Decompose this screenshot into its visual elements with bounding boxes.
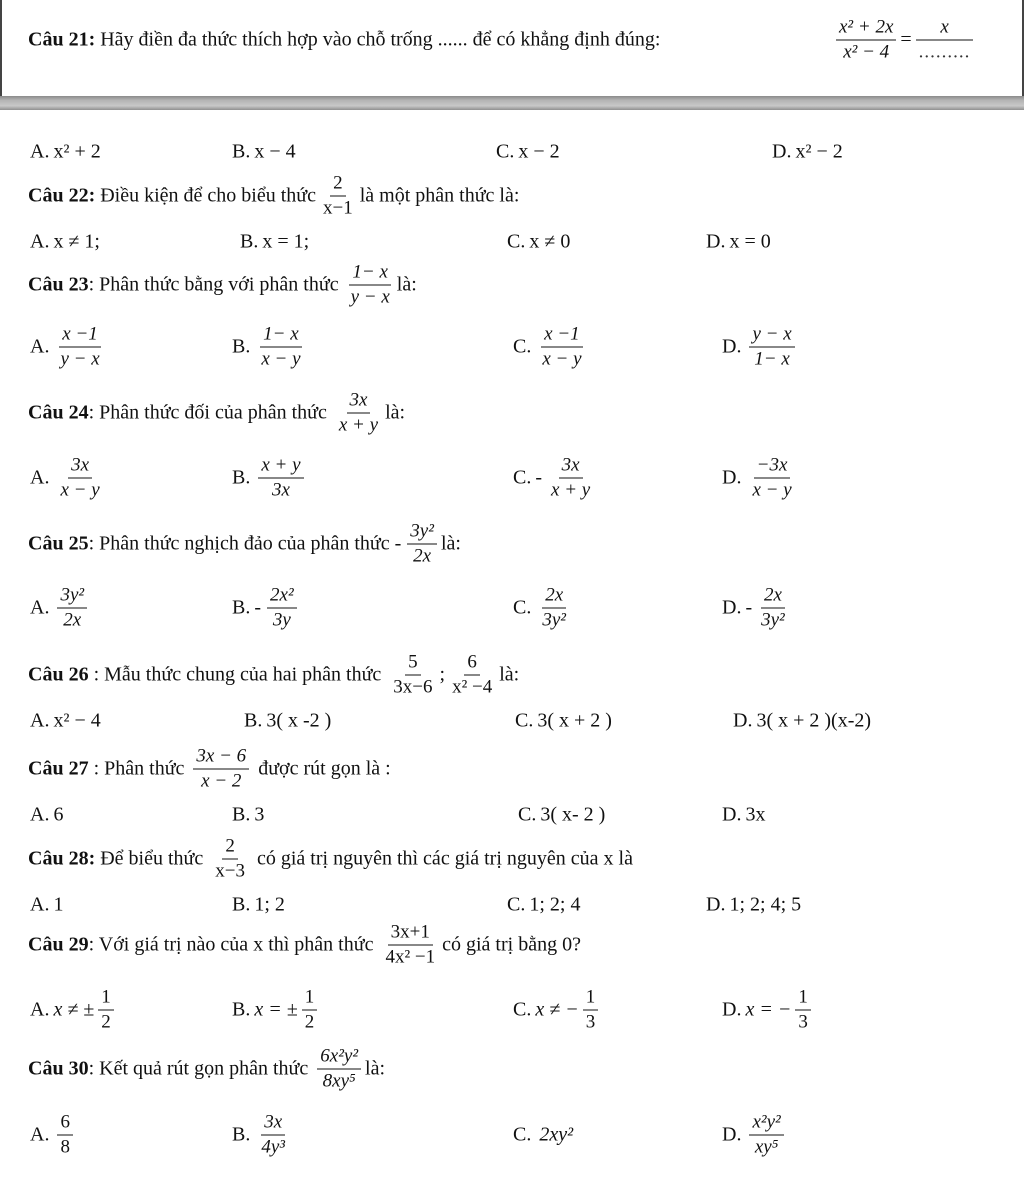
question-text: : Phân thức bbox=[93, 757, 185, 780]
question-number: Câu 23 bbox=[28, 273, 89, 296]
fraction-rhs: $\frac{x}{.........}$ bbox=[916, 17, 974, 64]
option-a[interactable]: A. x² + 2 bbox=[30, 140, 101, 163]
option-a[interactable]: A. 6 bbox=[30, 803, 64, 826]
option-b[interactable]: B. $\frac{3x}{\text{4y³}}$ bbox=[232, 1111, 285, 1158]
question-text-after: được rút gọn là : bbox=[258, 757, 391, 780]
fraction-lhs: $\frac{\text{x² + 2x}}{\text{x² − 4}}$ bbox=[836, 17, 896, 64]
question-number: Câu 29 bbox=[28, 933, 89, 956]
equals-sign: = bbox=[900, 28, 912, 51]
option-c[interactable]: C. x ≠ 0 bbox=[507, 230, 571, 253]
option-a[interactable]: A. x ≠ ± $\frac{1}{2}$ bbox=[30, 987, 118, 1034]
option-d[interactable]: D. 3x bbox=[722, 803, 766, 826]
fraction: $\frac{3x}{x + y}$ bbox=[338, 389, 379, 436]
option-c[interactable]: C. 2xy² bbox=[513, 1123, 574, 1146]
fraction-2: $\frac{6}{\text{x² −4}}$ bbox=[452, 651, 493, 698]
fraction: $\frac{\text{3y²}}{2x}$ bbox=[407, 521, 437, 568]
option-b[interactable]: B. $\frac{x + y}{3x}$ bbox=[232, 455, 308, 502]
option-c[interactable]: C. 1; 2; 4 bbox=[507, 893, 581, 916]
option-c[interactable]: C. $\frac{x -1}{x - y}$ bbox=[513, 323, 582, 370]
option-b[interactable]: B. $\frac{1- x}{x - y}$ bbox=[232, 323, 301, 370]
question-text-after: là: bbox=[396, 273, 417, 296]
option-b[interactable]: B. x − 4 bbox=[232, 140, 296, 163]
option-b[interactable]: B. 1; 2 bbox=[232, 893, 285, 916]
question-number: Câu 28: bbox=[28, 847, 96, 870]
option-d[interactable]: D. - $\frac{2x}{\text{3y²}}$ bbox=[722, 584, 785, 631]
option-c[interactable]: C. - $\frac{3x}{x + y}$ bbox=[513, 454, 591, 501]
option-d[interactable]: D. x = − $\frac{1}{3}$ bbox=[722, 987, 815, 1034]
option-a[interactable]: A. $\frac{\text{3y²}}{2x}$ bbox=[30, 585, 91, 632]
fraction: $\frac{1- x}{y - x}$ bbox=[350, 261, 390, 308]
question-text: Để biểu thức bbox=[100, 847, 204, 870]
option-c[interactable]: C. x − 2 bbox=[496, 140, 560, 163]
fraction: $\frac{2}{x-1}$ bbox=[323, 172, 353, 219]
option-a[interactable]: A. x ≠ 1; bbox=[30, 230, 100, 253]
option-a[interactable]: A. $\frac{x -1}{y - x}$ bbox=[30, 323, 100, 370]
fraction: $\frac{\text{6x²y²}}{\text{8xy⁵}}$ bbox=[317, 1046, 361, 1093]
fraction-1: $\frac{5}{3x-6}$ bbox=[393, 651, 433, 698]
question-text: Điều kiện để cho biểu thức bbox=[100, 184, 317, 207]
question-text: : Phân thức bằng với phân thức bbox=[88, 273, 339, 296]
question-text: : Kết quả rút gọn phân thức bbox=[88, 1057, 309, 1080]
option-d[interactable]: D. $\frac{y - x}{1- x}$ bbox=[722, 324, 799, 371]
question-text-after: có giá trị nguyên thì các giá trị nguyên của x là bbox=[256, 847, 633, 870]
separator-bar bbox=[0, 96, 1024, 110]
question-number: Câu 21: bbox=[28, 28, 96, 51]
question-number: Câu 24 bbox=[28, 401, 89, 424]
question-number: Câu 30 bbox=[28, 1057, 89, 1080]
question-text: : Phân thức nghịch đảo của phân thức bbox=[88, 532, 390, 555]
option-b[interactable]: B. x = 1; bbox=[240, 230, 310, 253]
option-a[interactable]: A. x² − 4 bbox=[30, 709, 101, 732]
option-a[interactable]: A. $\frac{6}{8}$ bbox=[30, 1112, 77, 1159]
option-b[interactable]: B. 3( x -2 ) bbox=[244, 709, 332, 732]
option-d[interactable]: D. 3( x + 2 )(x-2) bbox=[733, 709, 872, 732]
option-a[interactable]: A. 1 bbox=[30, 893, 64, 916]
option-d[interactable]: D. x² − 2 bbox=[772, 140, 843, 163]
question-text: : Với giá trị nào của x thì phân thức bbox=[88, 933, 374, 956]
question-text: Hãy điền đa thức thích hợp vào chỗ trống ...... để có khẳng định đúng: bbox=[100, 28, 661, 51]
option-c[interactable]: C. 3( x- 2 ) bbox=[518, 803, 606, 826]
fraction: $\frac{3x+1}{\text{4x² −1}}$ bbox=[385, 921, 436, 968]
question-text-after: là: bbox=[365, 1057, 386, 1080]
option-b[interactable]: B. 3 bbox=[232, 803, 265, 826]
question-text-after: là: bbox=[385, 401, 406, 424]
question-text-after: có giá trị bằng 0? bbox=[442, 933, 581, 956]
option-b[interactable]: B. x = ± $\frac{1}{2}$ bbox=[232, 987, 321, 1034]
option-a[interactable]: A. $\frac{3x}{x - y}$ bbox=[30, 454, 100, 501]
question-text: : Mẫu thức chung của hai phân thức bbox=[93, 663, 382, 686]
question-number: Câu 22: bbox=[28, 184, 96, 207]
fraction: $\frac{3x - 6}{x - 2}$ bbox=[193, 746, 249, 793]
fraction: $\frac{2}{x-3}$ bbox=[215, 835, 245, 882]
question-number: Câu 25 bbox=[28, 532, 89, 555]
question-number: Câu 27 bbox=[28, 757, 89, 780]
option-d[interactable]: D. 1; 2; 4; 5 bbox=[706, 893, 802, 916]
option-d[interactable]: D. $\frac{\text{x²y²}}{\text{xy⁵}}$ bbox=[722, 1112, 788, 1159]
option-c[interactable]: C. x ≠ − $\frac{1}{3}$ bbox=[513, 987, 602, 1034]
question-text-after: là một phân thức là: bbox=[359, 184, 520, 207]
option-d[interactable]: D. x = 0 bbox=[706, 230, 771, 253]
question-text-after: là: bbox=[440, 532, 461, 555]
option-c[interactable]: C. $\frac{2x}{\text{3y²}}$ bbox=[513, 584, 566, 631]
question-number: Câu 26 bbox=[28, 663, 89, 686]
option-b[interactable]: B. - $\frac{\text{2x²}}{3y}$ bbox=[232, 585, 301, 632]
option-d[interactable]: D. $\frac{-3x}{x - y}$ bbox=[722, 454, 792, 501]
question-text-after: là: bbox=[499, 663, 520, 686]
option-c[interactable]: C. 3( x + 2 ) bbox=[515, 709, 612, 732]
question-text: : Phân thức đối của phân thức bbox=[88, 401, 327, 424]
